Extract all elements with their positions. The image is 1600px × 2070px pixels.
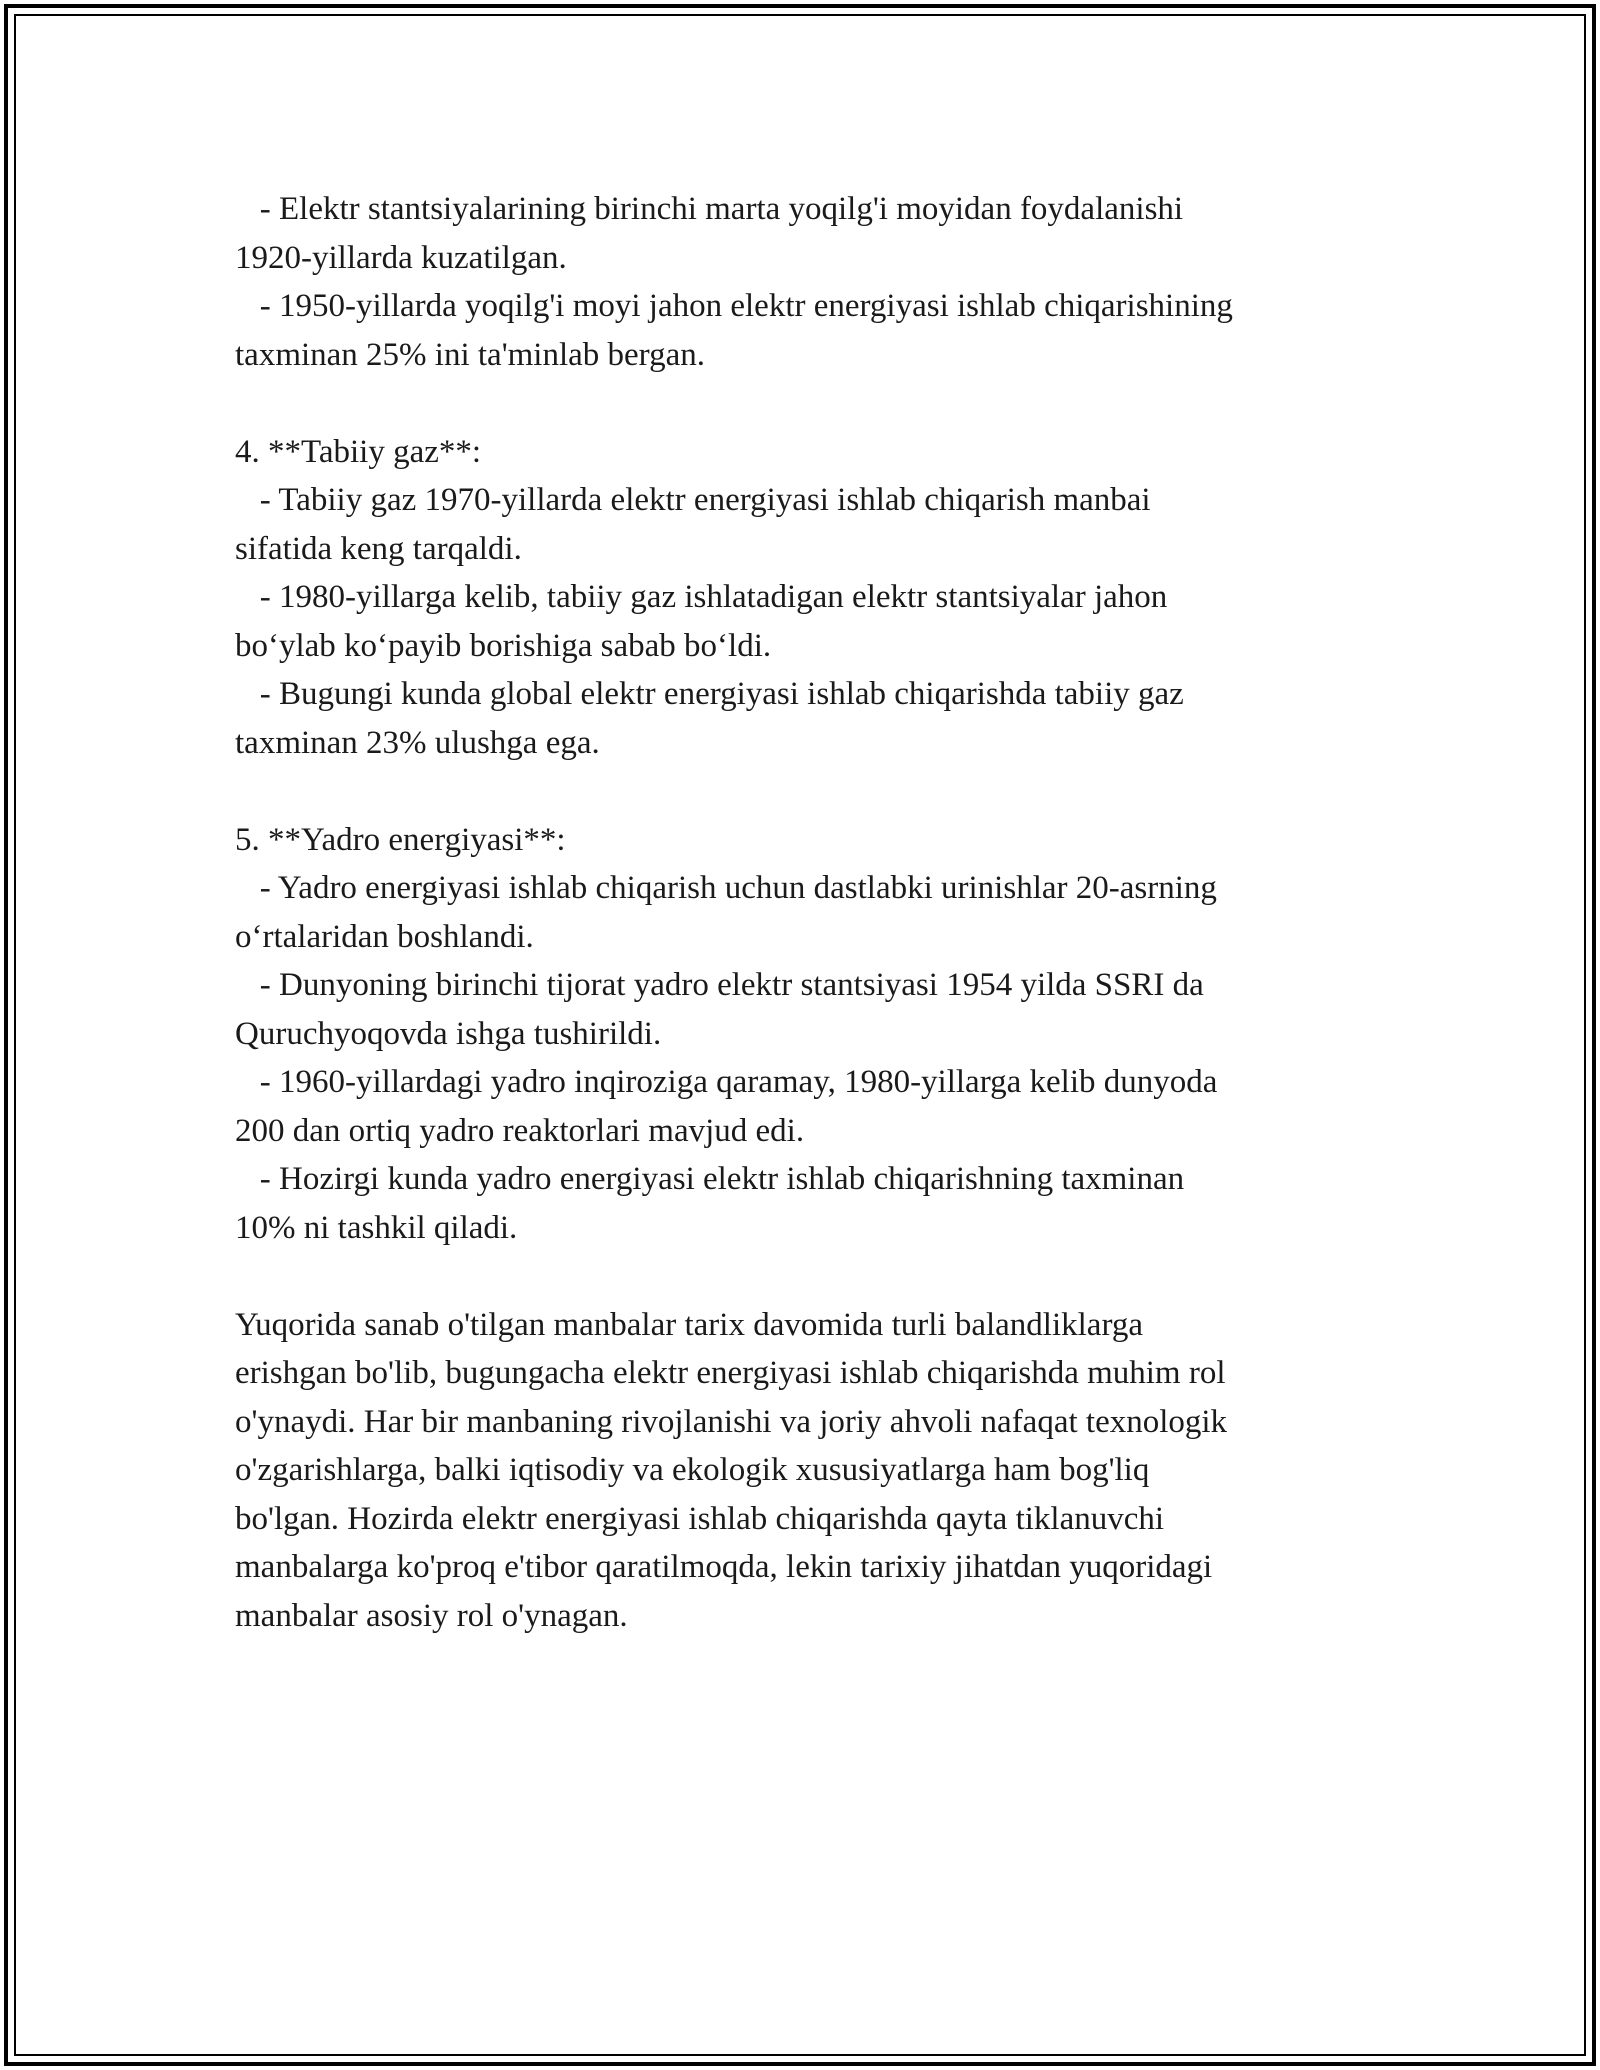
text-line: - Dunyoning birinchi tijorat yadro elektr stantsiyasi 1954 yilda SSRI da xyxy=(235,967,1204,1003)
text-line: - Yadro energiyasi ishlab chiqarish uchun dastlabki urinishlar 20-asrning xyxy=(235,870,1217,906)
conclusion-line: bo'lgan. Hozirda elektr energiyasi ishlab chiqarishda qayta tiklanuvchi xyxy=(235,1500,1165,1537)
text-line: - 1960-yillardagi yadro inqiroziga qaramay, 1980-yillarga kelib dunyoda xyxy=(235,1064,1218,1100)
blank-line xyxy=(235,1252,1365,1301)
section-heading-tabiiy-gaz: 4. **Tabiiy gaz**: xyxy=(235,433,482,470)
text-line: 10% ni tashkil qiladi. xyxy=(235,1209,518,1246)
conclusion-line: manbalar asosiy rol o'ynagan. xyxy=(235,1597,628,1634)
conclusion-line: erishgan bo'lib, bugungacha elektr energiyasi ishlab chiqarishda muhim rol xyxy=(235,1355,1226,1391)
text-line: - Hozirgi kunda yadro energiyasi elektr ishlab chiqarishning taxminan xyxy=(235,1161,1185,1197)
text-line: - Elektr stantsiyalarining birinchi marta yoqilg'i moyidan foydalanishi xyxy=(235,191,1184,227)
text-line: taxminan 23% ulushga ega. xyxy=(235,724,600,761)
blank-line xyxy=(235,767,1365,816)
text-line: taxminan 25% ini ta'minlab bergan. xyxy=(235,336,705,373)
text-line: o‘rtalaridan boshlandi. xyxy=(235,918,534,955)
document-body xyxy=(235,185,1365,1640)
text-line: - Bugungi kunda global elektr energiyasi ishlab chiqarishda tabiiy gaz xyxy=(235,676,1184,712)
text-line: - 1980-yillarga kelib, tabiiy gaz ishlatadigan elektr stantsiyalar jahon xyxy=(235,579,1168,615)
section-heading-yadro-energiyasi: 5. **Yadro energiyasi**: xyxy=(235,821,566,858)
text-line: 200 dan ortiq yadro reaktorlari mavjud edi. xyxy=(235,1112,805,1149)
conclusion-line: manbalarga ko'proq e'tibor qaratilmoqda, lekin tarixiy jihatdan yuqoridagi xyxy=(235,1549,1213,1585)
conclusion-line: Yuqorida sanab o'tilgan manbalar tarix davomida turli balandliklarga xyxy=(235,1306,1143,1343)
text-line: - 1950-yillarda yoqilg'i moyi jahon elektr energiyasi ishlab chiqarishining xyxy=(235,288,1233,324)
conclusion-line: o'ynaydi. Har bir manbaning rivojlanishi va joriy ahvoli nafaqat texnologik xyxy=(235,1403,1228,1440)
text-line: sifatida keng tarqaldi. xyxy=(235,530,522,567)
blank-line xyxy=(235,379,1365,428)
text-line: - Tabiiy gaz 1970-yillarda elektr energiyasi ishlab chiqarish manbai xyxy=(235,482,1151,518)
text-line: Quruchyoqovda ishga tushirildi. xyxy=(235,1015,662,1052)
text-line: bo‘ylab ko‘payib borishiga sabab bo‘ldi. xyxy=(235,627,772,664)
text-line: 1920-yillarda kuzatilgan. xyxy=(235,239,567,276)
conclusion-line: o'zgarishlarga, balki iqtisodiy va ekologik xususiyatlarga ham bog'liq xyxy=(235,1452,1150,1488)
